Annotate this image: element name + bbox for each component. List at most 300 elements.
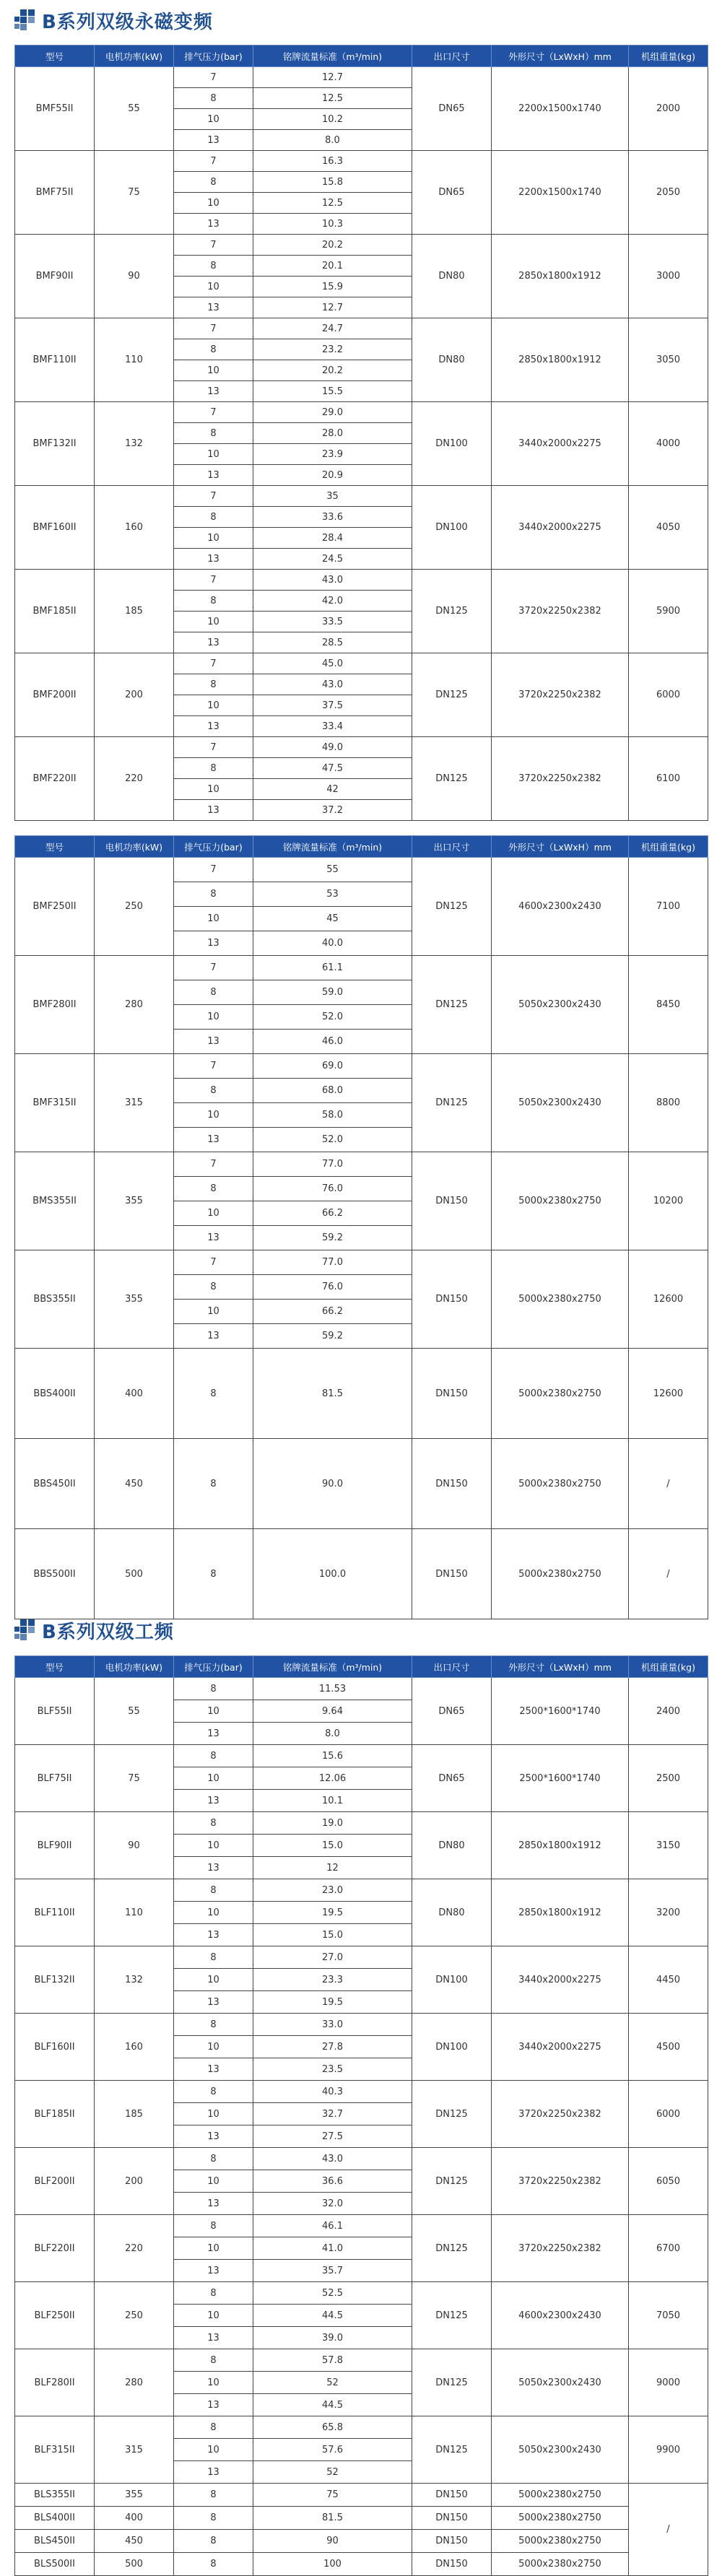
header-dimensions: 外形尺寸（LxWxH）mm [492,45,629,67]
table-row [15,2349,708,2372]
pressure-cell: 8 [174,2553,253,2576]
header-flow: 铭牌流量标准（m³/min) [253,836,412,858]
pressure-cell: 8 [174,88,253,109]
header-weight: 机组重量(kg) [629,836,708,858]
flow-cell: 46.1 [253,2215,412,2237]
header-weight: 机组重量(kg) [629,1656,708,1678]
flow-cell: 52 [253,2461,412,2484]
flow-cell: 16.3 [253,151,412,172]
outlet-cell: DN150 [412,1250,492,1349]
pressure-cell: 13 [174,1790,253,1812]
flow-cell: 33.6 [253,507,412,528]
table-row [15,402,708,423]
pressure-cell: 8 [174,591,253,612]
table-row [15,2148,708,2170]
dimensions-cell: 2850x1800x1912 [492,235,629,318]
pressure-cell: 10 [174,193,253,214]
dimensions-cell: 2500*1600*1740 [492,1678,629,1745]
header-model: 型号 [15,45,95,67]
model-cell: BMF220II [15,737,95,821]
pressure-cell: 13 [174,632,253,653]
dimensions-cell: 5050x2300x2430 [492,1054,629,1152]
pressure-cell: 13 [174,2193,253,2215]
weight-cell: 8450 [629,956,708,1054]
flow-cell: 75 [253,2484,412,2507]
table-row [15,2416,708,2439]
weight-cell: 6000 [629,653,708,737]
pressure-cell: 8 [174,423,253,444]
pressure-cell: 8 [174,2530,253,2553]
dimensions-cell: 4600x2300x2430 [492,2282,629,2349]
model-cell: BLF75II [15,1745,95,1812]
flow-cell: 15.9 [253,277,412,297]
pressure-cell: 8 [174,2081,253,2103]
outlet-cell: DN80 [412,318,492,402]
flow-cell: 20.1 [253,256,412,277]
pressure-cell: 13 [174,1924,253,1946]
flow-cell: 15.0 [253,1835,412,1857]
outlet-cell: DN65 [412,1678,492,1745]
model-cell: BLF315II [15,2416,95,2484]
pressure-cell: 10 [174,277,253,297]
power-cell: 185 [95,2081,174,2148]
table-row [15,235,708,256]
outlet-cell: DN125 [412,2282,492,2349]
pressure-cell: 13 [174,931,253,956]
dimensions-cell: 2200x1500x1740 [492,67,629,151]
power-cell: 200 [95,2148,174,2215]
pressure-cell: 8 [174,2282,253,2305]
dimensions-cell: 5000x2380x2750 [492,1250,629,1349]
header-power: 电机功率(kW) [95,1656,174,1678]
flow-cell: 35 [253,486,412,507]
pressure-cell: 8 [174,1879,253,1902]
pressure-cell: 7 [174,402,253,423]
pressure-cell: 8 [174,339,253,360]
flow-cell: 52.0 [253,1128,412,1152]
pressure-cell: 13 [174,465,253,486]
table-row [15,1349,708,1439]
flow-cell: 100 [253,2553,412,2576]
pressure-cell: 8 [174,674,253,695]
pressure-cell: 10 [174,612,253,632]
dimensions-cell: 3440x2000x2275 [492,486,629,570]
weight-cell: 4500 [629,2014,708,2081]
pressure-cell: 7 [174,956,253,980]
flow-cell: 66.2 [253,1300,412,1324]
pressure-cell: 8 [174,882,253,907]
model-cell: BMF315II [15,1054,95,1152]
dimensions-cell: 3440x2000x2275 [492,2014,629,2081]
model-cell: BBS450II [15,1439,95,1529]
power-cell: 280 [95,956,174,1054]
flow-cell: 76.0 [253,1275,412,1300]
dimensions-cell: 3440x2000x2275 [492,1946,629,2014]
power-cell: 355 [95,1250,174,1349]
table-row [15,2507,708,2530]
dimensions-cell: 3440x2000x2275 [492,402,629,486]
table-row [15,1152,708,1177]
weight-cell: 2050 [629,151,708,235]
flow-cell: 90 [253,2530,412,2553]
pressure-cell: 13 [174,1030,253,1054]
power-cell: 75 [95,1745,174,1812]
outlet-cell: DN100 [412,486,492,570]
dimensions-cell: 2850x1800x1912 [492,1879,629,1946]
weight-cell: 10200 [629,1152,708,1250]
pressure-cell: 8 [174,2484,253,2507]
outlet-cell: DN125 [412,858,492,956]
flow-cell: 59.2 [253,1324,412,1349]
grid-squares-icon [14,1619,36,1641]
dimensions-cell: 4600x2300x2430 [492,858,629,956]
power-cell: 132 [95,402,174,486]
pressure-cell: 8 [174,1349,253,1439]
flow-cell: 8.0 [253,1723,412,1745]
model-cell: BLF200II [15,2148,95,2215]
outlet-cell: DN65 [412,67,492,151]
dimensions-cell: 5050x2300x2430 [492,956,629,1054]
outlet-cell: DN100 [412,402,492,486]
model-cell: BLF185II [15,2081,95,2148]
flow-cell: 59.2 [253,1226,412,1250]
pressure-cell: 10 [174,1005,253,1030]
pressure-cell: 10 [174,1835,253,1857]
table-row [15,1054,708,1079]
flow-cell: 47.5 [253,758,412,779]
model-cell: BMS355II [15,1152,95,1250]
pressure-cell: 13 [174,2461,253,2484]
flow-cell: 20.9 [253,465,412,486]
power-cell: 450 [95,1439,174,1529]
flow-cell: 45 [253,907,412,931]
header-weight: 机组重量(kg) [629,45,708,67]
flow-cell: 27.0 [253,1946,412,1969]
outlet-cell: DN100 [412,1946,492,2014]
header-model: 型号 [15,1656,95,1678]
model-cell: BMF132II [15,402,95,486]
pressure-cell: 8 [174,1745,253,1767]
model-cell: BMF75II [15,151,95,235]
flow-cell: 9.64 [253,1700,412,1723]
weight-cell: 3000 [629,235,708,318]
pressure-cell: 13 [174,214,253,235]
flow-cell: 15.0 [253,1924,412,1946]
pressure-cell: 8 [174,1812,253,1835]
pressure-cell: 8 [174,1079,253,1103]
model-cell: BBS400II [15,1349,95,1439]
power-cell: 55 [95,1678,174,1745]
weight-cell: 7050 [629,2282,708,2349]
power-cell: 355 [95,2484,174,2507]
pressure-cell: 10 [174,2170,253,2193]
flow-cell: 10.2 [253,109,412,130]
weight-cell: 6050 [629,2148,708,2215]
outlet-cell: DN125 [412,2148,492,2215]
power-cell: 55 [95,67,174,151]
weight-cell: 3150 [629,1812,708,1879]
pressure-cell: 8 [174,2215,253,2237]
weight-cell: 9000 [629,2349,708,2416]
weight-cell: 4000 [629,402,708,486]
flow-cell: 52.0 [253,1005,412,1030]
flow-cell: 23.0 [253,1879,412,1902]
outlet-cell: DN80 [412,1812,492,1879]
model-cell: BLF220II [15,2215,95,2282]
header-pressure: 排气压力(bar) [174,45,253,67]
power-cell: 90 [95,1812,174,1879]
dimensions-cell: 3720x2250x2382 [492,653,629,737]
flow-cell: 15.5 [253,381,412,402]
dimensions-cell: 5000x2380x2750 [492,1349,629,1439]
flow-cell: 23.3 [253,1969,412,1991]
pressure-cell: 10 [174,360,253,381]
weight-cell: 3200 [629,1879,708,1946]
pressure-cell: 13 [174,1324,253,1349]
pressure-cell: 7 [174,858,253,882]
weight-cell: 12600 [629,1349,708,1439]
table-row [15,151,708,172]
table-row [15,1879,708,1902]
flow-cell: 24.7 [253,318,412,339]
flow-cell: 65.8 [253,2416,412,2439]
model-cell: BLF90II [15,1812,95,1879]
pressure-cell: 8 [174,2148,253,2170]
outlet-cell: DN125 [412,1054,492,1152]
header-pressure: 排气压力(bar) [174,836,253,858]
model-cell: BLF280II [15,2349,95,2416]
spec-table-fixed-speed [14,1655,708,2576]
outlet-cell: DN80 [412,1879,492,1946]
weight-cell: 2000 [629,67,708,151]
flow-cell: 37.5 [253,695,412,716]
flow-cell: 39.0 [253,2327,412,2349]
dimensions-cell: 3720x2250x2382 [492,570,629,653]
header-outlet: 出口尺寸 [412,836,492,858]
outlet-cell: DN65 [412,1745,492,1812]
weight-cell: / [629,1529,708,1619]
pressure-cell: 8 [174,980,253,1005]
flow-cell: 44.5 [253,2394,412,2416]
flow-cell: 35.7 [253,2260,412,2282]
flow-cell: 12.7 [253,67,412,88]
flow-cell: 58.0 [253,1103,412,1128]
flow-cell: 10.1 [253,1790,412,1812]
dimensions-cell: 2850x1800x1912 [492,318,629,402]
power-cell: 500 [95,2553,174,2576]
pressure-cell: 10 [174,444,253,465]
flow-cell: 33.5 [253,612,412,632]
outlet-cell: DN125 [412,2349,492,2416]
flow-cell: 49.0 [253,737,412,758]
model-cell: BLF55II [15,1678,95,1745]
flow-cell: 12 [253,1857,412,1879]
header-flow: 铭牌流量标准（m³/min) [253,1656,412,1678]
pressure-cell: 7 [174,235,253,256]
pressure-cell: 13 [174,1991,253,2014]
pressure-cell: 8 [174,256,253,277]
header-outlet: 出口尺寸 [412,45,492,67]
outlet-cell: DN150 [412,2507,492,2530]
flow-cell: 28.4 [253,528,412,549]
pressure-cell: 13 [174,1857,253,1879]
weight-cell: 8800 [629,1054,708,1152]
pressure-cell: 7 [174,318,253,339]
flow-cell: 40.3 [253,2081,412,2103]
outlet-cell: DN150 [412,1349,492,1439]
flow-cell: 76.0 [253,1177,412,1201]
outlet-cell: DN125 [412,2416,492,2484]
pressure-cell: 13 [174,130,253,151]
weight-cell: 3050 [629,318,708,402]
table-row [15,2484,708,2507]
flow-cell: 33.4 [253,716,412,737]
pressure-cell: 10 [174,1300,253,1324]
dimensions-cell: 5000x2380x2750 [492,1439,629,1529]
pressure-cell: 10 [174,1201,253,1226]
outlet-cell: DN125 [412,2215,492,2282]
header-dimensions: 外形尺寸（LxWxH）mm [492,1656,629,1678]
power-cell: 160 [95,2014,174,2081]
table-row [15,2553,708,2576]
flow-cell: 28.5 [253,632,412,653]
pressure-cell: 10 [174,2372,253,2394]
flow-cell: 42 [253,779,412,800]
pressure-cell: 13 [174,1723,253,1745]
table-row [15,2081,708,2103]
power-cell: 220 [95,2215,174,2282]
flow-cell: 61.1 [253,956,412,980]
weight-cell: 6100 [629,737,708,821]
flow-cell: 8.0 [253,130,412,151]
flow-cell: 33.0 [253,2014,412,2036]
pressure-cell: 10 [174,1902,253,1924]
weight-cell: 4450 [629,1946,708,2014]
model-cell: BLF110II [15,1879,95,1946]
power-cell: 450 [95,2530,174,2553]
model-cell: BMF250II [15,858,95,956]
flow-cell: 77.0 [253,1250,412,1275]
dimensions-cell: 3720x2250x2382 [492,737,629,821]
flow-cell: 36.6 [253,2170,412,2193]
flow-cell: 12.7 [253,297,412,318]
dimensions-cell: 2850x1800x1912 [492,1812,629,1879]
dimensions-cell: 3720x2250x2382 [492,2081,629,2148]
flow-cell: 44.5 [253,2305,412,2327]
model-cell: BLF160II [15,2014,95,2081]
outlet-cell: DN150 [412,2484,492,2507]
dimensions-cell: 2500*1600*1740 [492,1745,629,1812]
weight-cell: 2500 [629,1745,708,1812]
model-cell: BMF280II [15,956,95,1054]
pressure-cell: 13 [174,2394,253,2416]
power-cell: 110 [95,1879,174,1946]
power-cell: 280 [95,2349,174,2416]
flow-cell: 19.5 [253,1991,412,2014]
model-cell: BMF55II [15,67,95,151]
weight-cell: 2400 [629,1678,708,1745]
model-cell: BMF110II [15,318,95,402]
flow-cell: 10.3 [253,214,412,235]
pressure-cell: 13 [174,1226,253,1250]
flow-cell: 52 [253,2372,412,2394]
power-cell: 185 [95,570,174,653]
pressure-cell: 13 [174,716,253,737]
pressure-cell: 10 [174,1767,253,1790]
power-cell: 315 [95,2416,174,2484]
flow-cell: 29.0 [253,402,412,423]
pressure-cell: 10 [174,1969,253,1991]
model-cell: BLF250II [15,2282,95,2349]
header-power: 电机功率(kW) [95,836,174,858]
pressure-cell: 8 [174,2416,253,2439]
flow-cell: 43.0 [253,2148,412,2170]
table-row [15,1946,708,1969]
table-row [15,956,708,980]
spec-table-permanent-magnet-2 [14,835,708,1619]
model-cell: BLS355II [15,2484,95,2507]
pressure-cell: 10 [174,2036,253,2058]
pressure-cell: 13 [174,2058,253,2081]
flow-cell: 19.0 [253,1812,412,1835]
model-cell: BLS400II [15,2507,95,2530]
dimensions-cell: 3720x2250x2382 [492,2215,629,2282]
flow-cell: 23.2 [253,339,412,360]
pressure-cell: 8 [174,1529,253,1619]
power-cell: 355 [95,1152,174,1250]
flow-cell: 90.0 [253,1439,412,1529]
flow-cell: 40.0 [253,931,412,956]
flow-cell: 100.0 [253,1529,412,1619]
pressure-cell: 10 [174,109,253,130]
power-cell: 400 [95,2507,174,2530]
pressure-cell: 7 [174,1054,253,1079]
weight-cell: 12600 [629,1250,708,1349]
table-row [15,653,708,674]
section-title-fixed-speed [14,1614,174,1646]
flow-cell: 45.0 [253,653,412,674]
section-title-text: B系列双级工频 [42,1621,174,1643]
outlet-cell: DN150 [412,1529,492,1619]
table-row [15,318,708,339]
pressure-cell: 8 [174,172,253,193]
table-row [15,67,708,88]
outlet-cell: DN150 [412,1439,492,1529]
flow-cell: 53 [253,882,412,907]
flow-cell: 27.5 [253,2125,412,2148]
dimensions-cell: 3720x2250x2382 [492,2148,629,2215]
flow-cell: 24.5 [253,549,412,570]
flow-cell: 57.6 [253,2439,412,2461]
flow-cell: 55 [253,858,412,882]
power-cell: 90 [95,235,174,318]
pressure-cell: 7 [174,1152,253,1177]
flow-cell: 23.5 [253,2058,412,2081]
section-title-text: B系列双级永磁变频 [42,11,213,33]
pressure-cell: 10 [174,2439,253,2461]
grid-squares-icon [14,9,36,31]
table-row [15,570,708,591]
pressure-cell: 13 [174,1128,253,1152]
outlet-cell: DN125 [412,956,492,1054]
flow-cell: 37.2 [253,800,412,821]
section-title-permanent-magnet [14,4,213,36]
table-row [15,2282,708,2305]
table-row [15,1745,708,1767]
pressure-cell: 8 [174,1439,253,1529]
flow-cell: 43.0 [253,570,412,591]
flow-cell: 19.5 [253,1902,412,1924]
